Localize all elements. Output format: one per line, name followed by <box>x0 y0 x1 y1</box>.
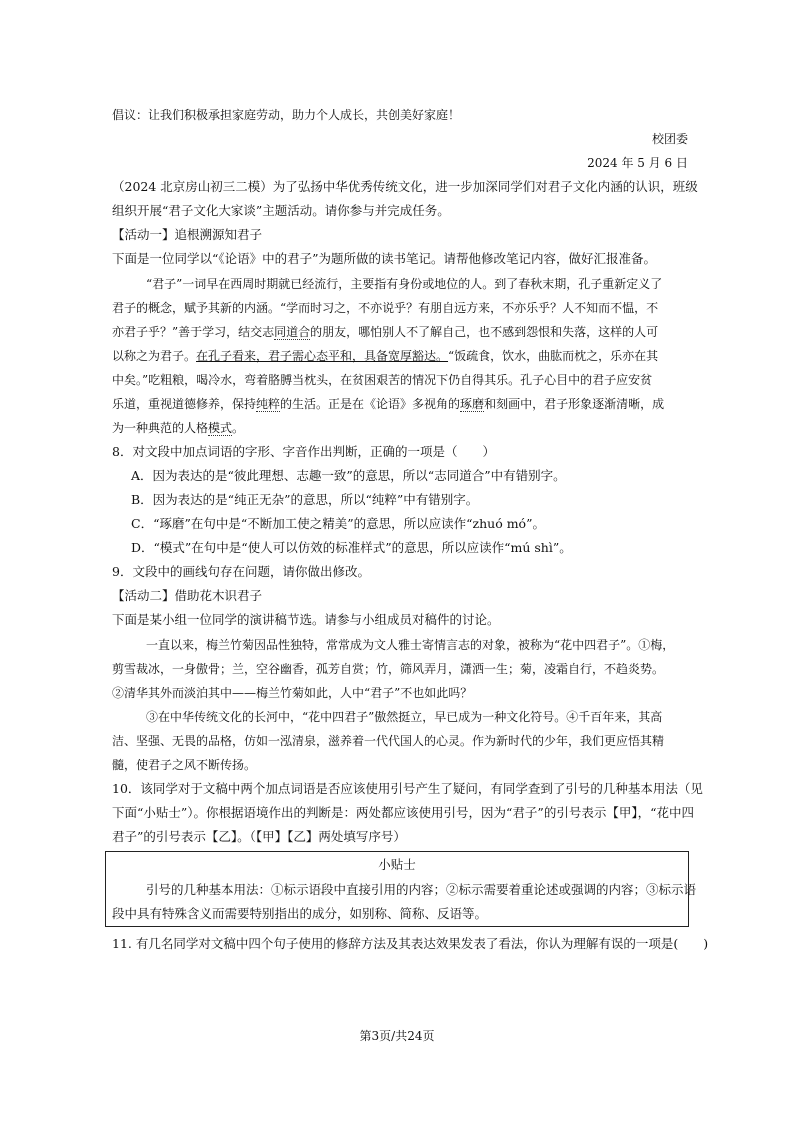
notes-line-3 <box>112 323 658 341</box>
speech-line-4: ③在中华传统文化的长河中，“花中四君子”傲然挺立，早已成为一种文化符号。④千百年来，其高 <box>146 710 663 724</box>
notes-text: 的生活。正是在《论语》多视角的 <box>280 397 461 411</box>
speech-line-5: 洁、坚强、无畏的品格，仿如一泓清泉，滋养着一代代国人的心灵。作为新时代的少年，我们更应悟其精 <box>112 734 665 748</box>
activity2-desc: 下面是某小组一位同学的演讲稿节选。请参与小组成员对稿件的讨论。 <box>112 612 500 627</box>
question-10-line-3: 君子”的引号表示【乙】。（【甲】【乙】两处填写序号） <box>112 829 406 844</box>
notes-text: “饭疏食，饮水，曲肱而枕之，乐亦在其 <box>448 349 659 363</box>
notes-line-6 <box>112 395 664 413</box>
question-10-line-1: 10．该同学对于文稿中两个加点词语是否应该使用引号产生了疑问，有同学查到了引号的几种基本用法（见 <box>112 781 703 796</box>
speech-line-6: 髓，使君子之风不断传扬。 <box>112 758 257 772</box>
question-8-stem: 8．对文段中加点词语的字形、字音作出判断，正确的一项是（ ） <box>112 444 495 459</box>
proposal-line: 倡议：让我们积极承担家庭劳动，助力个人成长，共创美好家庭！ <box>112 108 461 122</box>
speech-line-3: ②清华其外而淡泊其中——梅兰竹菊如此，人中“君子”不也如此吗？ <box>112 686 473 700</box>
question-8-option-c: C．“琢磨”在句中是“不断加工使之精美”的意思，所以应读作“zhuó mó”。 <box>131 516 545 531</box>
question-11-stem: 11. 有几名同学对文稿中四个句子使用的修辞方法及其表达效果发表了看法，你认为理解有误的一项是( ) <box>112 936 709 951</box>
notes-text: 和刻画中，君子形象逐渐清晰，成 <box>484 397 665 411</box>
question-8-option-d: D．“模式”在句中是“使人可以仿效的标准样式”的意思，所以应读作“mú shì”。 <box>131 540 572 555</box>
page-number: 第3页/共24页 <box>359 1029 435 1043</box>
intro-line-1: （2024 北京房山初三二模）为了弘扬中华优秀传统文化，进一步加深同学们对君子文化内涵的认识，班级 <box>112 179 698 194</box>
tip-title: 小贴士 <box>378 857 416 872</box>
notes-text: 。 <box>232 421 245 435</box>
tip-line-2: 段中具有特殊含义而需要特别指出的成分，如别称、简称、反语等。 <box>112 906 488 921</box>
underlined-sentence: 在孔子看来，君子需心态平和，具备宽厚豁达。 <box>196 349 449 363</box>
notes-line-7 <box>112 419 244 437</box>
date: 2024 年 5 月 6 日 <box>587 156 688 170</box>
notes-text: 亦君子乎？”善于学习，结交志 <box>112 325 275 339</box>
dotted-word-moshi: 模式 <box>208 421 233 435</box>
question-8-option-b: B．因为表达的是“纯正无杂”的意思，所以“纯粹”中有错别字。 <box>131 492 479 507</box>
dotted-word-zhitongdaohe: 同道合 <box>274 325 311 339</box>
question-9-stem: 9．文段中的画线句存在问题，请你做出修改。 <box>112 564 370 579</box>
notes-text: 以称之为君子。 <box>112 349 197 363</box>
speech-line-1: 一直以来，梅兰竹菊因品性独特，常常成为文人雅士寄情言志的对象，被称为“花中四君子”。①梅， <box>146 638 675 652</box>
notes-text: 的朋友，哪怕别人不了解自己，也不感到怨恨和失落，这样的人可 <box>310 325 659 339</box>
signer: 校团委 <box>651 132 688 146</box>
notes-line-2: 君子的概念，赋予其新的内涵。“学而时习之，不亦说乎？有朋自远方来，不亦乐乎？人不知而不愠，不 <box>112 301 659 315</box>
tip-box <box>105 851 697 927</box>
tip-line-1: 引号的几种基本用法：①标示语段中直接引用的内容；②标示需要着重论述或强调的内容；③标示语 <box>146 882 697 897</box>
dotted-word-chuncui: 纯粹 <box>256 397 281 411</box>
question-8-option-a: A．因为表达的是“彼此理想、志趣一致”的意思，所以“志同道合”中有错别字。 <box>131 468 566 483</box>
speech-line-2: 剪雪裁冰，一身傲骨；兰，空谷幽香，孤芳自赏；竹，筛风弄月，潇洒一生；菊，凌霜自行，不趋炎势。 <box>112 662 665 676</box>
intro-line-2: 组织开展“君子文化大家谈”主题活动。请你参与并完成任务。 <box>112 203 450 218</box>
notes-line-1: “君子”一词早在西周时期就已经流行，主要指有身份或地位的人。到了春秋末期，孔子重新定义了 <box>146 277 663 291</box>
notes-line-5: 中矣。”吃粗粮，喝冷水，弯着胳膊当枕头，在贫困艰苦的情况下仍自得其乐。孔子心目中的君子应安贫 <box>112 373 653 387</box>
notes-text: 乐道，重视道德修养，保持 <box>112 397 257 411</box>
notes-text: 为一种典范的人格 <box>112 421 209 435</box>
notes-line-4 <box>112 347 658 365</box>
activity1-title: 【活动一】追根溯源知君子 <box>112 227 263 242</box>
question-10-line-2: 下面“小贴士”）。你根据语境作出的判断是：两处都应该使用引号，因为“君子”的引号表示【甲】，“花中四 <box>112 805 694 820</box>
activity1-desc: 下面是一位同学以“《论语》中的君子”为题所做的读书笔记。请帮他修改笔记内容，做好汇报准备。 <box>112 251 657 266</box>
activity2-title: 【活动二】借助花木识君子 <box>112 588 263 603</box>
dotted-word-zhuomo: 琢磨 <box>460 397 485 411</box>
